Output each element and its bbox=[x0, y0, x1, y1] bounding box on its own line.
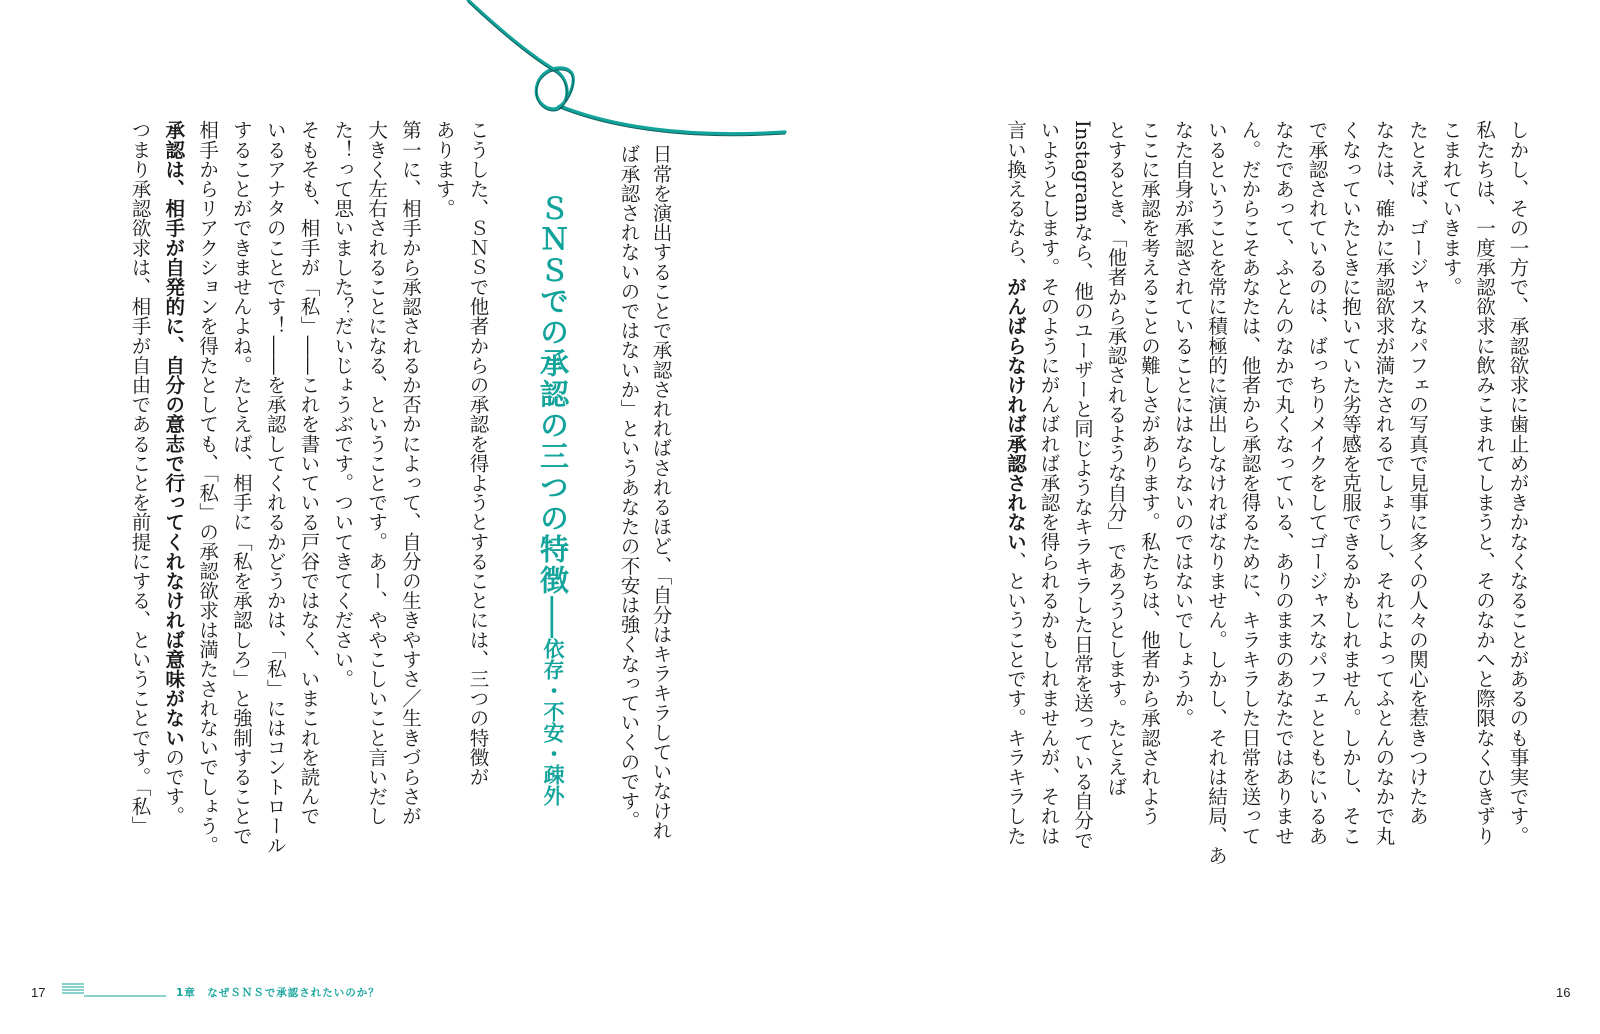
text-column bbox=[651, 144, 671, 840]
emphasis-text: 承認は、相手が自発的に、自分の意志で行ってくれなければ意味がない bbox=[162, 120, 186, 748]
text-run: いるということを常に積極的に演出しなければなりません。しかし、それは結局、あ bbox=[1205, 120, 1228, 865]
text-column bbox=[333, 120, 353, 688]
text-run: そもそも、相手が「私」――これを書いている戸谷ではなく、いまこれを読んで bbox=[297, 120, 321, 826]
text-column bbox=[468, 120, 488, 786]
text-column bbox=[231, 120, 251, 845]
page-number-right: 16 bbox=[1556, 985, 1571, 1000]
text-column bbox=[1274, 120, 1294, 845]
section-heading-main: ＳＮＳでの承認の三つの特徴 bbox=[536, 193, 570, 596]
text-column bbox=[1508, 120, 1528, 845]
text-column bbox=[1140, 120, 1160, 826]
text-run: しかし、その一方で、承認欲求に歯止めがきかなくなることがあるのも事実です。 bbox=[1506, 120, 1530, 846]
text-column bbox=[299, 120, 319, 826]
text-run: することができませんよね。たとえば、相手に「私を承認しろ」と強制することで bbox=[229, 120, 253, 846]
text-run: こまれていきます。 bbox=[1439, 120, 1463, 297]
text-run: つまり承認欲求は、相手が自由であることを前提にする、ということです。「私」 bbox=[128, 120, 152, 836]
text-column bbox=[1441, 120, 1461, 296]
text-run: 日常を演出することで承認されればされるほど、「自分はキラキラしていなけれ bbox=[649, 144, 673, 840]
text-column bbox=[1207, 120, 1227, 865]
text-column bbox=[367, 120, 387, 826]
text-run: たとえば、ゴージャスなパフェの写真で見事に多くの人々の関心を惹きつけたあ bbox=[1406, 120, 1429, 826]
text-run: Instagramなら、他のユーザーと同じようなキラキラした日常を送っている自分で bbox=[1071, 120, 1094, 850]
text-run: ん。だからこそあなたは、他者から承認を得るために、キラキラした日常を送って bbox=[1238, 120, 1262, 846]
text-column bbox=[1408, 120, 1428, 826]
text-run: のです。 bbox=[162, 747, 186, 826]
text-run: なたであって、ふとんのなかで丸くなっている、ありのままのあなたではありませ bbox=[1272, 120, 1295, 846]
text-column bbox=[130, 120, 150, 835]
ribbon-illustration bbox=[460, 0, 790, 150]
text-column bbox=[1341, 120, 1361, 845]
page-number-left: 17 bbox=[31, 985, 46, 1000]
text-run: 、ということです。キラキラした bbox=[1004, 551, 1027, 846]
text-column bbox=[434, 120, 454, 218]
text-run: とするとき、「他者から承認されるような自分」であろうとします。たとえば bbox=[1104, 120, 1128, 797]
text-run: 私たちは、一度承認欲求に飲みこまれてしまうと、そのなかへと際限なくひきずり bbox=[1473, 120, 1496, 846]
text-run: いるアナタのことです！――を承認してくれるかどうかは、「私」にはコントロール bbox=[263, 120, 287, 856]
text-column bbox=[619, 144, 639, 830]
text-run: で承認されているのは、ばっちりメイクをしてゴージャスなパフェとともにいるあ bbox=[1305, 120, 1329, 846]
text-run: ここに承認を考えることの難しさがあります。私たちは、他者から承認されよう bbox=[1138, 120, 1161, 826]
emphasis-text: がんばらなければ承認されない bbox=[1004, 276, 1027, 552]
section-heading bbox=[536, 193, 570, 806]
text-run: なたは、確かに承認欲求が満たされるでしょうし、それによってふとんのなかで丸 bbox=[1372, 120, 1396, 846]
text-run: あります。 bbox=[432, 120, 456, 218]
text-run: 大きく左右されることになる、ということです。あー、ややこしいこと言いだし bbox=[365, 120, 389, 826]
text-column bbox=[1039, 120, 1059, 845]
text-column bbox=[1374, 120, 1394, 845]
text-run: くなっていたときに抱いていた劣等感を克服できるかもしれません。しかし、そこ bbox=[1339, 120, 1362, 846]
section-heading-sub: ――依存・不安・疎外 bbox=[541, 596, 565, 806]
text-column bbox=[265, 120, 285, 855]
running-head-rule bbox=[62, 983, 168, 997]
text-column bbox=[1006, 120, 1026, 845]
text-run: いようとします。そのようにがんばれば承認を得られるかもしれませんが、それは bbox=[1037, 120, 1061, 846]
text-column bbox=[400, 120, 420, 826]
text-column bbox=[1307, 120, 1327, 845]
text-column bbox=[1106, 120, 1126, 796]
text-run: た！って思いました？だいじょうぶです。ついてきてください。 bbox=[331, 120, 355, 689]
text-column bbox=[198, 120, 218, 855]
text-column bbox=[1173, 120, 1193, 728]
text-column bbox=[1073, 120, 1093, 850]
text-run: ば承認されないのではないか」というあなたの不安は強くなっていくのです。 bbox=[617, 144, 641, 830]
text-column bbox=[1475, 120, 1495, 845]
text-run: こうした、ＳＮＳで他者からの承認を得ようとすることには、三つの特徴が bbox=[466, 120, 490, 787]
running-head: 1章 なぜＳＮＳで承認されたいのか？ bbox=[176, 987, 380, 999]
text-column bbox=[1240, 120, 1260, 845]
text-column bbox=[164, 120, 184, 826]
text-run: 第一に、相手から承認されるか否かによって、自分の生きやすさ／生きづらさが bbox=[398, 120, 422, 826]
text-run: 相手からリアクションを得たとしても、「私」の承認欲求は満たされないでしょう。 bbox=[196, 120, 220, 856]
text-run: なた自身が承認されていることにはならないのではないでしょうか。 bbox=[1171, 120, 1195, 728]
text-run: 言い換えるなら、 bbox=[1004, 120, 1027, 277]
